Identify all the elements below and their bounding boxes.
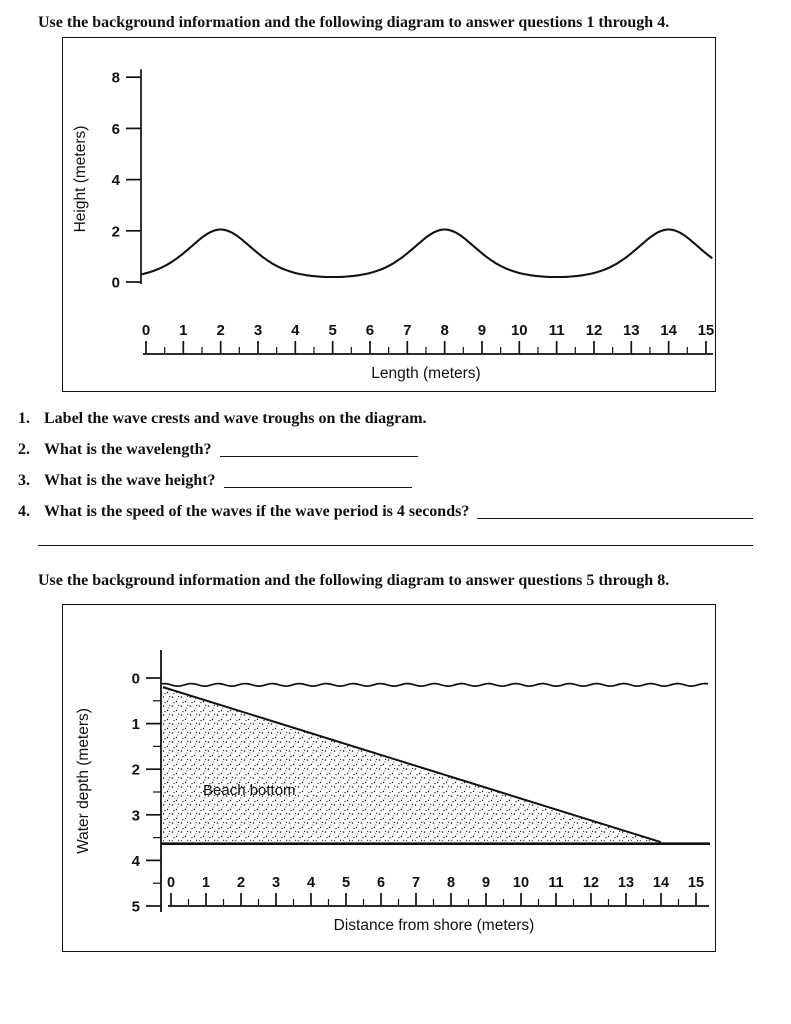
tick-label: 9 — [481, 875, 491, 892]
tick-label: 1 — [179, 322, 188, 340]
tick-label: 5 — [341, 875, 351, 892]
tick-label: 1 — [131, 716, 140, 734]
tick-label: 4 — [131, 853, 140, 871]
tick-label: 0 — [141, 322, 151, 340]
wave-chart-y-axis-label: Height (meters) — [72, 125, 89, 233]
question-3 — [18, 472, 753, 490]
tick-label: 14 — [652, 875, 670, 892]
tick-label: 6 — [376, 875, 386, 892]
wave-chart-x-axis-label: Length (meters) — [371, 365, 481, 383]
tick-label: 12 — [585, 322, 603, 340]
question-3-answer-blank — [224, 475, 412, 488]
depth-chart-y-axis — [132, 650, 161, 916]
question-4-text: What is the speed of the waves if the wave period is 4 seconds? — [44, 503, 470, 521]
tick-label: 0 — [131, 670, 140, 688]
tick-label: 15 — [697, 322, 714, 340]
question-2-number: 2. — [18, 441, 30, 459]
tick-label: 0 — [111, 274, 120, 292]
wave-chart-x-ruler — [142, 322, 714, 354]
tick-label: 2 — [111, 223, 120, 241]
tick-label: 2 — [131, 761, 140, 779]
question-2 — [18, 441, 753, 459]
tick-label: 5 — [131, 898, 140, 916]
question-3-number: 3. — [18, 472, 30, 490]
tick-label: 3 — [131, 807, 140, 825]
question-4-number: 4. — [18, 503, 30, 521]
beach-profile-chart — [63, 605, 714, 951]
wave-chart-y-axis — [112, 69, 141, 291]
depth-chart-y-axis-label: Water depth (meters) — [75, 708, 92, 855]
beach-profile-box — [62, 604, 716, 952]
tick-label: 6 — [365, 322, 375, 340]
tick-label: 6 — [111, 120, 120, 138]
tick-label: 7 — [403, 322, 412, 340]
water-surface-line — [162, 684, 708, 687]
tick-label: 15 — [687, 875, 705, 892]
tick-label: 7 — [411, 875, 421, 892]
tick-label: 2 — [236, 875, 246, 892]
question-1-number: 1. — [18, 410, 30, 428]
tick-label: 13 — [622, 322, 640, 340]
tick-label: 0 — [166, 875, 176, 892]
tick-label: 9 — [477, 322, 487, 340]
instructions-questions-1-4: Use the background information and the following diagram to answer questions 1 through 4. — [38, 14, 670, 31]
wave-profile-chart — [63, 38, 714, 391]
question-2-answer-blank — [220, 444, 418, 457]
depth-chart-x-axis-label: Distance from shore (meters) — [333, 917, 535, 935]
tick-label: 11 — [548, 322, 565, 340]
question-2-text: What is the wavelength? — [44, 441, 212, 459]
tick-label: 3 — [271, 875, 281, 892]
instructions-questions-5-8: Use the background information and the following diagram to answer questions 5 through 8. — [38, 572, 670, 590]
tick-label: 8 — [446, 875, 456, 892]
tick-label: 2 — [216, 322, 225, 340]
tick-label: 3 — [253, 322, 263, 340]
tick-label: 13 — [617, 875, 635, 892]
tick-label: 10 — [512, 875, 530, 892]
wave-diagram-box — [62, 37, 716, 392]
tick-label: 12 — [582, 875, 600, 892]
tick-label: 1 — [201, 875, 211, 892]
question-1-text: Label the wave crests and wave troughs on the diagram. — [44, 410, 427, 428]
tick-label: 4 — [306, 875, 316, 892]
question-4-answer-blank — [477, 506, 753, 519]
tick-label: 8 — [440, 322, 449, 340]
question-3-text: What is the wave height? — [44, 472, 216, 490]
wave-curve — [141, 230, 712, 278]
beach-bottom-label: Beach bottom — [203, 782, 296, 800]
tick-label: 8 — [111, 69, 120, 87]
question-1 — [18, 410, 753, 428]
tick-label: 10 — [510, 322, 528, 340]
tick-label: 11 — [548, 875, 564, 892]
tick-label: 14 — [660, 322, 677, 340]
question-4-answer-line-continuation — [38, 545, 753, 546]
question-4 — [18, 503, 753, 521]
question-list — [18, 410, 753, 521]
tick-label: 4 — [291, 322, 300, 340]
depth-chart-x-ruler — [167, 875, 709, 906]
tick-label: 5 — [328, 322, 337, 340]
beach-bottom-region — [161, 687, 710, 844]
tick-label: 4 — [111, 172, 120, 190]
